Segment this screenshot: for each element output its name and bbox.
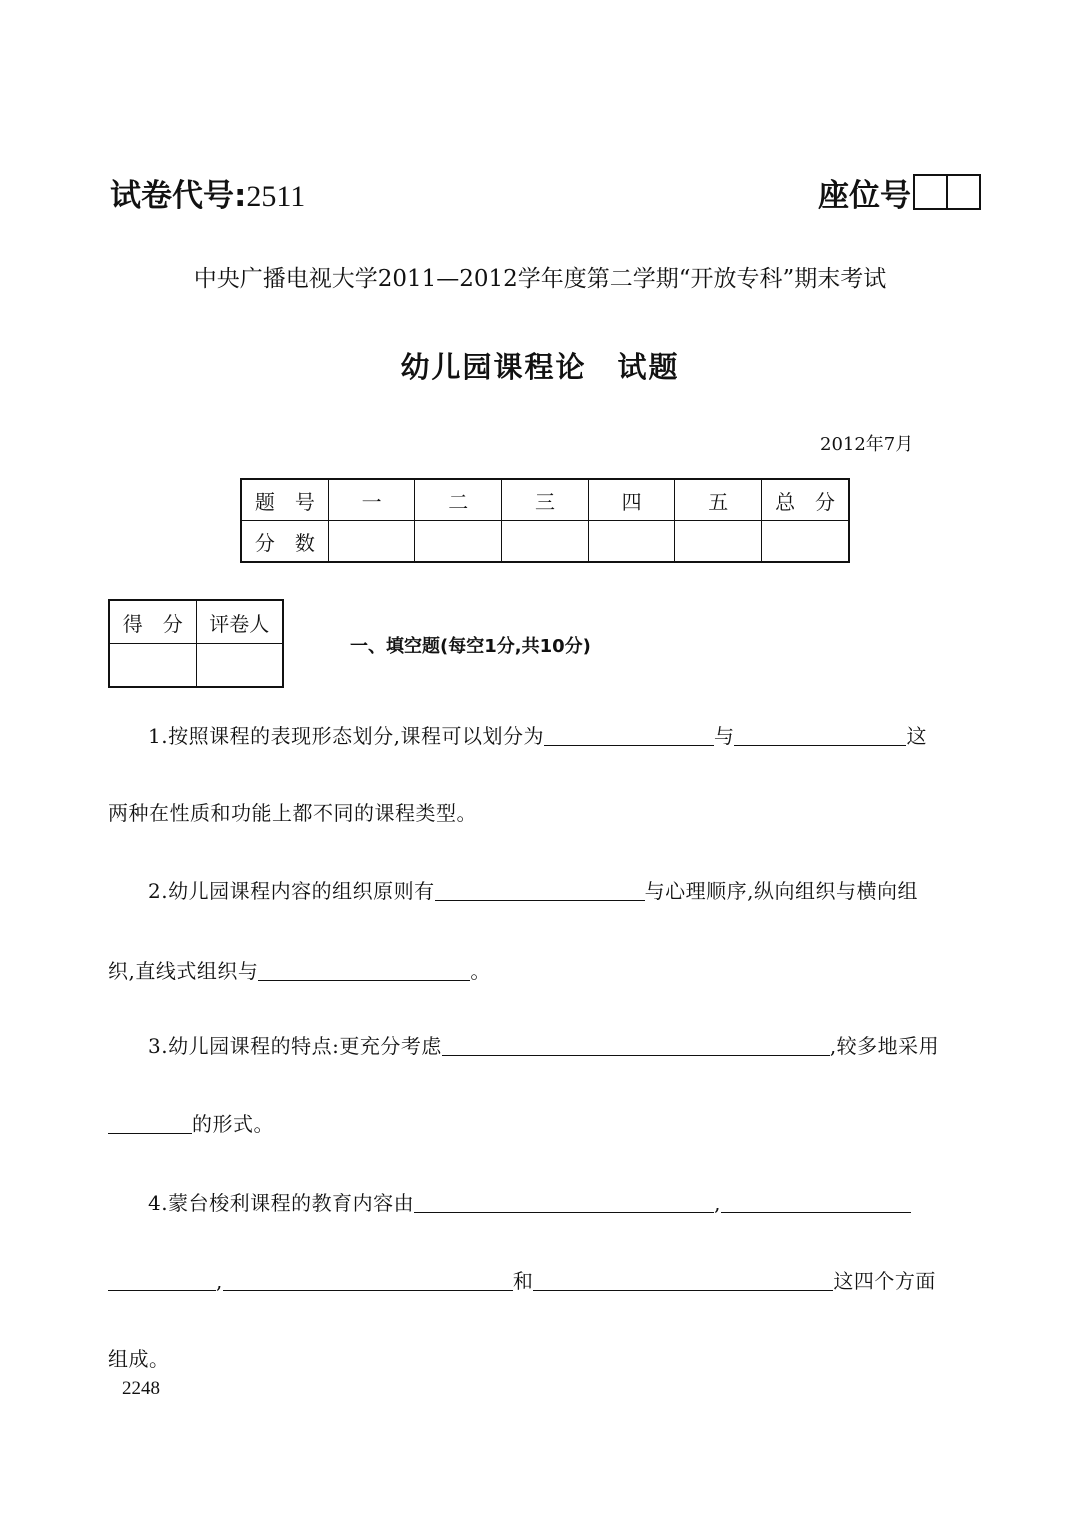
score-input-cell[interactable] — [762, 521, 849, 563]
q4-blank-4[interactable] — [223, 1270, 513, 1291]
q4-text-b: , — [714, 1191, 721, 1215]
seat-box-2[interactable] — [948, 174, 981, 210]
question-2-line-2 — [108, 955, 491, 984]
question-4-line-3: 组成。 — [108, 1347, 170, 1371]
score-cell-header: 三 — [502, 479, 589, 521]
grader-table — [108, 599, 284, 688]
question-3-line-1 — [148, 1030, 939, 1059]
q4-text-d: 和 — [512, 1269, 534, 1293]
q3-text-a: 3.幼儿园课程的特点:更充分考虑 — [148, 1034, 442, 1058]
q4-blank-3[interactable] — [108, 1270, 216, 1291]
question-1-line-1 — [148, 720, 927, 749]
q1-blank-1[interactable] — [544, 725, 714, 746]
grader-score-label: 得 分 — [109, 600, 196, 644]
paper-code — [110, 170, 305, 215]
q4-text-a: 4.蒙台梭利课程的教育内容由 — [148, 1191, 415, 1215]
score-input-cell[interactable] — [588, 521, 675, 563]
q1-text-c: 这 — [906, 724, 927, 748]
score-table-header-row — [241, 479, 849, 521]
seat-label: 座位号 — [818, 178, 911, 214]
question-4-line-1 — [148, 1187, 911, 1216]
grader-name-cell[interactable] — [196, 644, 283, 688]
score-cell-header: 总 分 — [762, 479, 849, 521]
paper-code-label: 试卷代号: — [110, 178, 247, 214]
score-cell-header: 二 — [415, 479, 502, 521]
score-cell-header: 五 — [675, 479, 762, 521]
question-2-line-1 — [148, 875, 918, 904]
q4-blank-5[interactable] — [533, 1270, 833, 1291]
exam-title: 幼儿园课程论 试题 — [400, 350, 680, 384]
score-input-cell[interactable] — [675, 521, 762, 563]
q2-text-a: 2.幼儿园课程内容的组织原则有 — [148, 879, 435, 903]
score-input-cell[interactable] — [415, 521, 502, 563]
q2-text-d: 。 — [470, 959, 491, 983]
q3-blank-2[interactable] — [108, 1113, 192, 1134]
q2-text-c: 织,直线式组织与 — [108, 959, 259, 983]
seat-number — [818, 170, 981, 215]
section-one-title: 一、填空题(每空1分,共10分) — [350, 636, 591, 657]
score-input-cell[interactable] — [328, 521, 415, 563]
grader-name-label: 评卷人 — [196, 600, 283, 644]
score-table — [240, 478, 850, 563]
score-cell-header: 一 — [328, 479, 415, 521]
exam-subtitle: 中央广播电视大学2011—2012学年度第二学期“开放专科”期末考试 — [193, 266, 887, 292]
question-4-line-2 — [108, 1265, 936, 1294]
question-1-line-2: 两种在性质和功能上都不同的课程类型。 — [108, 801, 477, 825]
grader-score-cell[interactable] — [109, 644, 196, 688]
page-number: 2248 — [122, 1378, 160, 1399]
q3-text-c: 的形式。 — [192, 1112, 274, 1136]
q4-blank-2[interactable] — [721, 1192, 911, 1213]
paper-code-number: 2511 — [246, 180, 306, 213]
score-row-label: 分 数 — [241, 521, 328, 563]
score-input-cell[interactable] — [502, 521, 589, 563]
seat-box-1[interactable] — [913, 174, 948, 210]
score-table-score-row — [241, 521, 849, 563]
q2-blank-2[interactable] — [258, 960, 470, 981]
q4-text-e: 这四个方面 — [833, 1269, 936, 1293]
q1-text-a: 1.按照课程的表现形态划分,课程可以划分为 — [148, 724, 544, 748]
q3-blank-1[interactable] — [442, 1035, 830, 1056]
question-3-line-2 — [108, 1108, 274, 1137]
seat-boxes[interactable] — [913, 174, 981, 210]
q2-blank-1[interactable] — [435, 880, 645, 901]
q1-blank-2[interactable] — [734, 725, 906, 746]
q3-text-b: ,较多地采用 — [829, 1034, 940, 1058]
score-cell-header: 四 — [588, 479, 675, 521]
q4-text-c: , — [216, 1269, 223, 1293]
exam-date: 2012年7月 — [820, 434, 914, 455]
q4-blank-1[interactable] — [414, 1192, 714, 1213]
q2-text-b: 与心理顺序,纵向组织与横向组 — [644, 879, 918, 903]
score-cell-label: 题 号 — [241, 479, 328, 521]
q1-text-b: 与 — [713, 724, 735, 748]
